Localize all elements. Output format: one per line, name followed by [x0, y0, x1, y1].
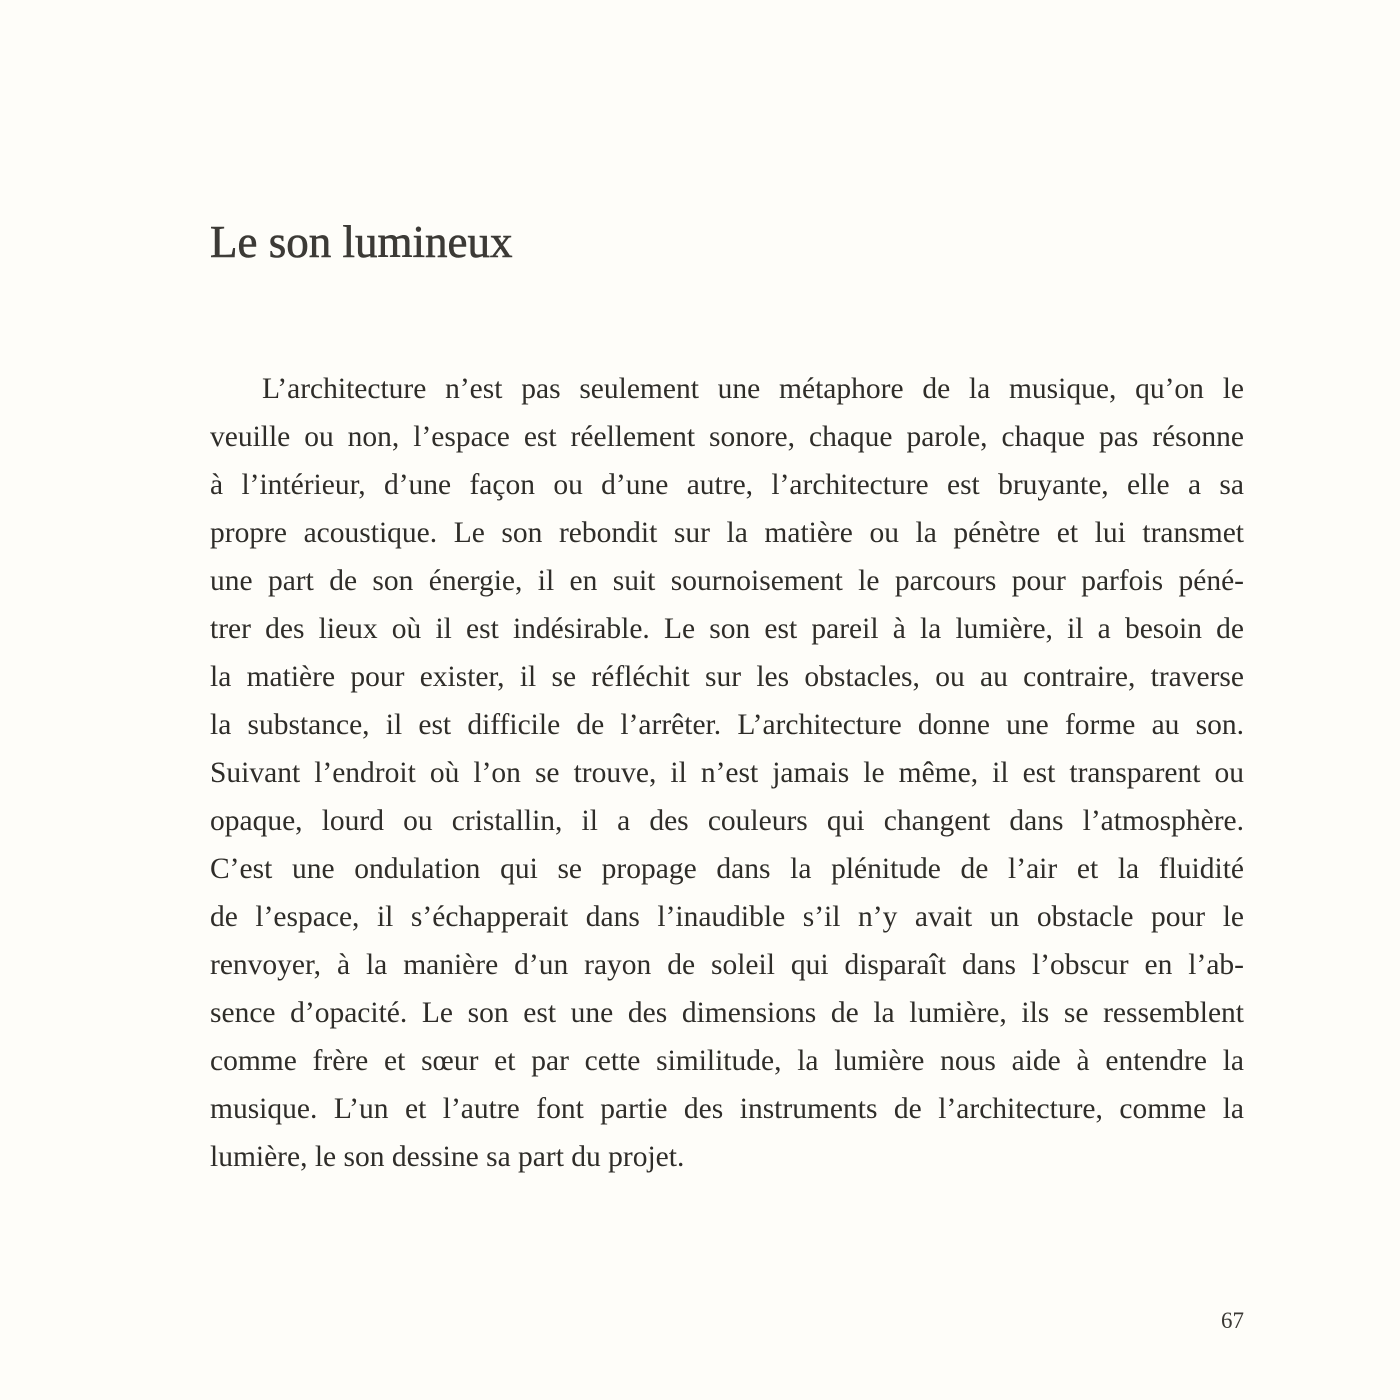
page-number: 67: [1221, 1308, 1244, 1333]
paragraph-line: comme frère et sœur et par cette similitude, la lumière nous aide à entendre la: [210, 1045, 1244, 1077]
paragraph-line: opaque, lourd ou cristallin, il a des couleurs qui changent dans l’atmosphère.: [210, 805, 1244, 837]
paragraph-line: sence d’opacité. Le son est une des dimensions de la lumière, ils se ressemblent: [210, 997, 1244, 1029]
paragraph-line: lumière, le son dessine sa part du projet.: [210, 1141, 685, 1173]
paragraph-line: C’est une ondulation qui se propage dans la plénitude de l’air et la fluidité: [210, 853, 1244, 885]
paragraph-line: renvoyer, à la manière d’un rayon de soleil qui disparaît dans l’obscur en l’ab-: [210, 949, 1244, 981]
paragraph-line: la matière pour exister, il se réfléchit sur les obstacles, ou au contraire, traverse: [210, 661, 1244, 693]
paragraph-line: trer des lieux où il est indésirable. Le son est pareil à la lumière, il a besoin de: [210, 613, 1244, 645]
paragraph-line: à l’intérieur, d’une façon ou d’une autre, l’architecture est bruyante, elle a sa: [210, 469, 1244, 501]
paragraph-line: une part de son énergie, il en suit sournoisement le parcours pour parfois péné-: [210, 565, 1244, 597]
paragraph-line: L’architecture n’est pas seulement une métaphore de la musique, qu’on le: [262, 373, 1244, 405]
paragraph-line: de l’espace, il s’échapperait dans l’inaudible s’il n’y avait un obstacle pour le: [210, 901, 1244, 933]
chapter-title: Le son lumineux: [210, 217, 513, 267]
paragraph-line: la substance, il est difficile de l’arrêter. L’architecture donne une forme au son.: [210, 709, 1244, 741]
paragraph-line: propre acoustique. Le son rebondit sur la matière ou la pénètre et lui transmet: [210, 517, 1244, 549]
paragraph-line: Suivant l’endroit où l’on se trouve, il n’est jamais le même, il est transparent ou: [210, 757, 1244, 789]
body-paragraph: [210, 365, 1244, 1181]
paragraph-line: musique. L’un et l’autre font partie des instruments de l’architecture, comme la: [210, 1093, 1244, 1125]
paragraph-line: veuille ou non, l’espace est réellement sonore, chaque parole, chaque pas résonne: [210, 421, 1244, 453]
